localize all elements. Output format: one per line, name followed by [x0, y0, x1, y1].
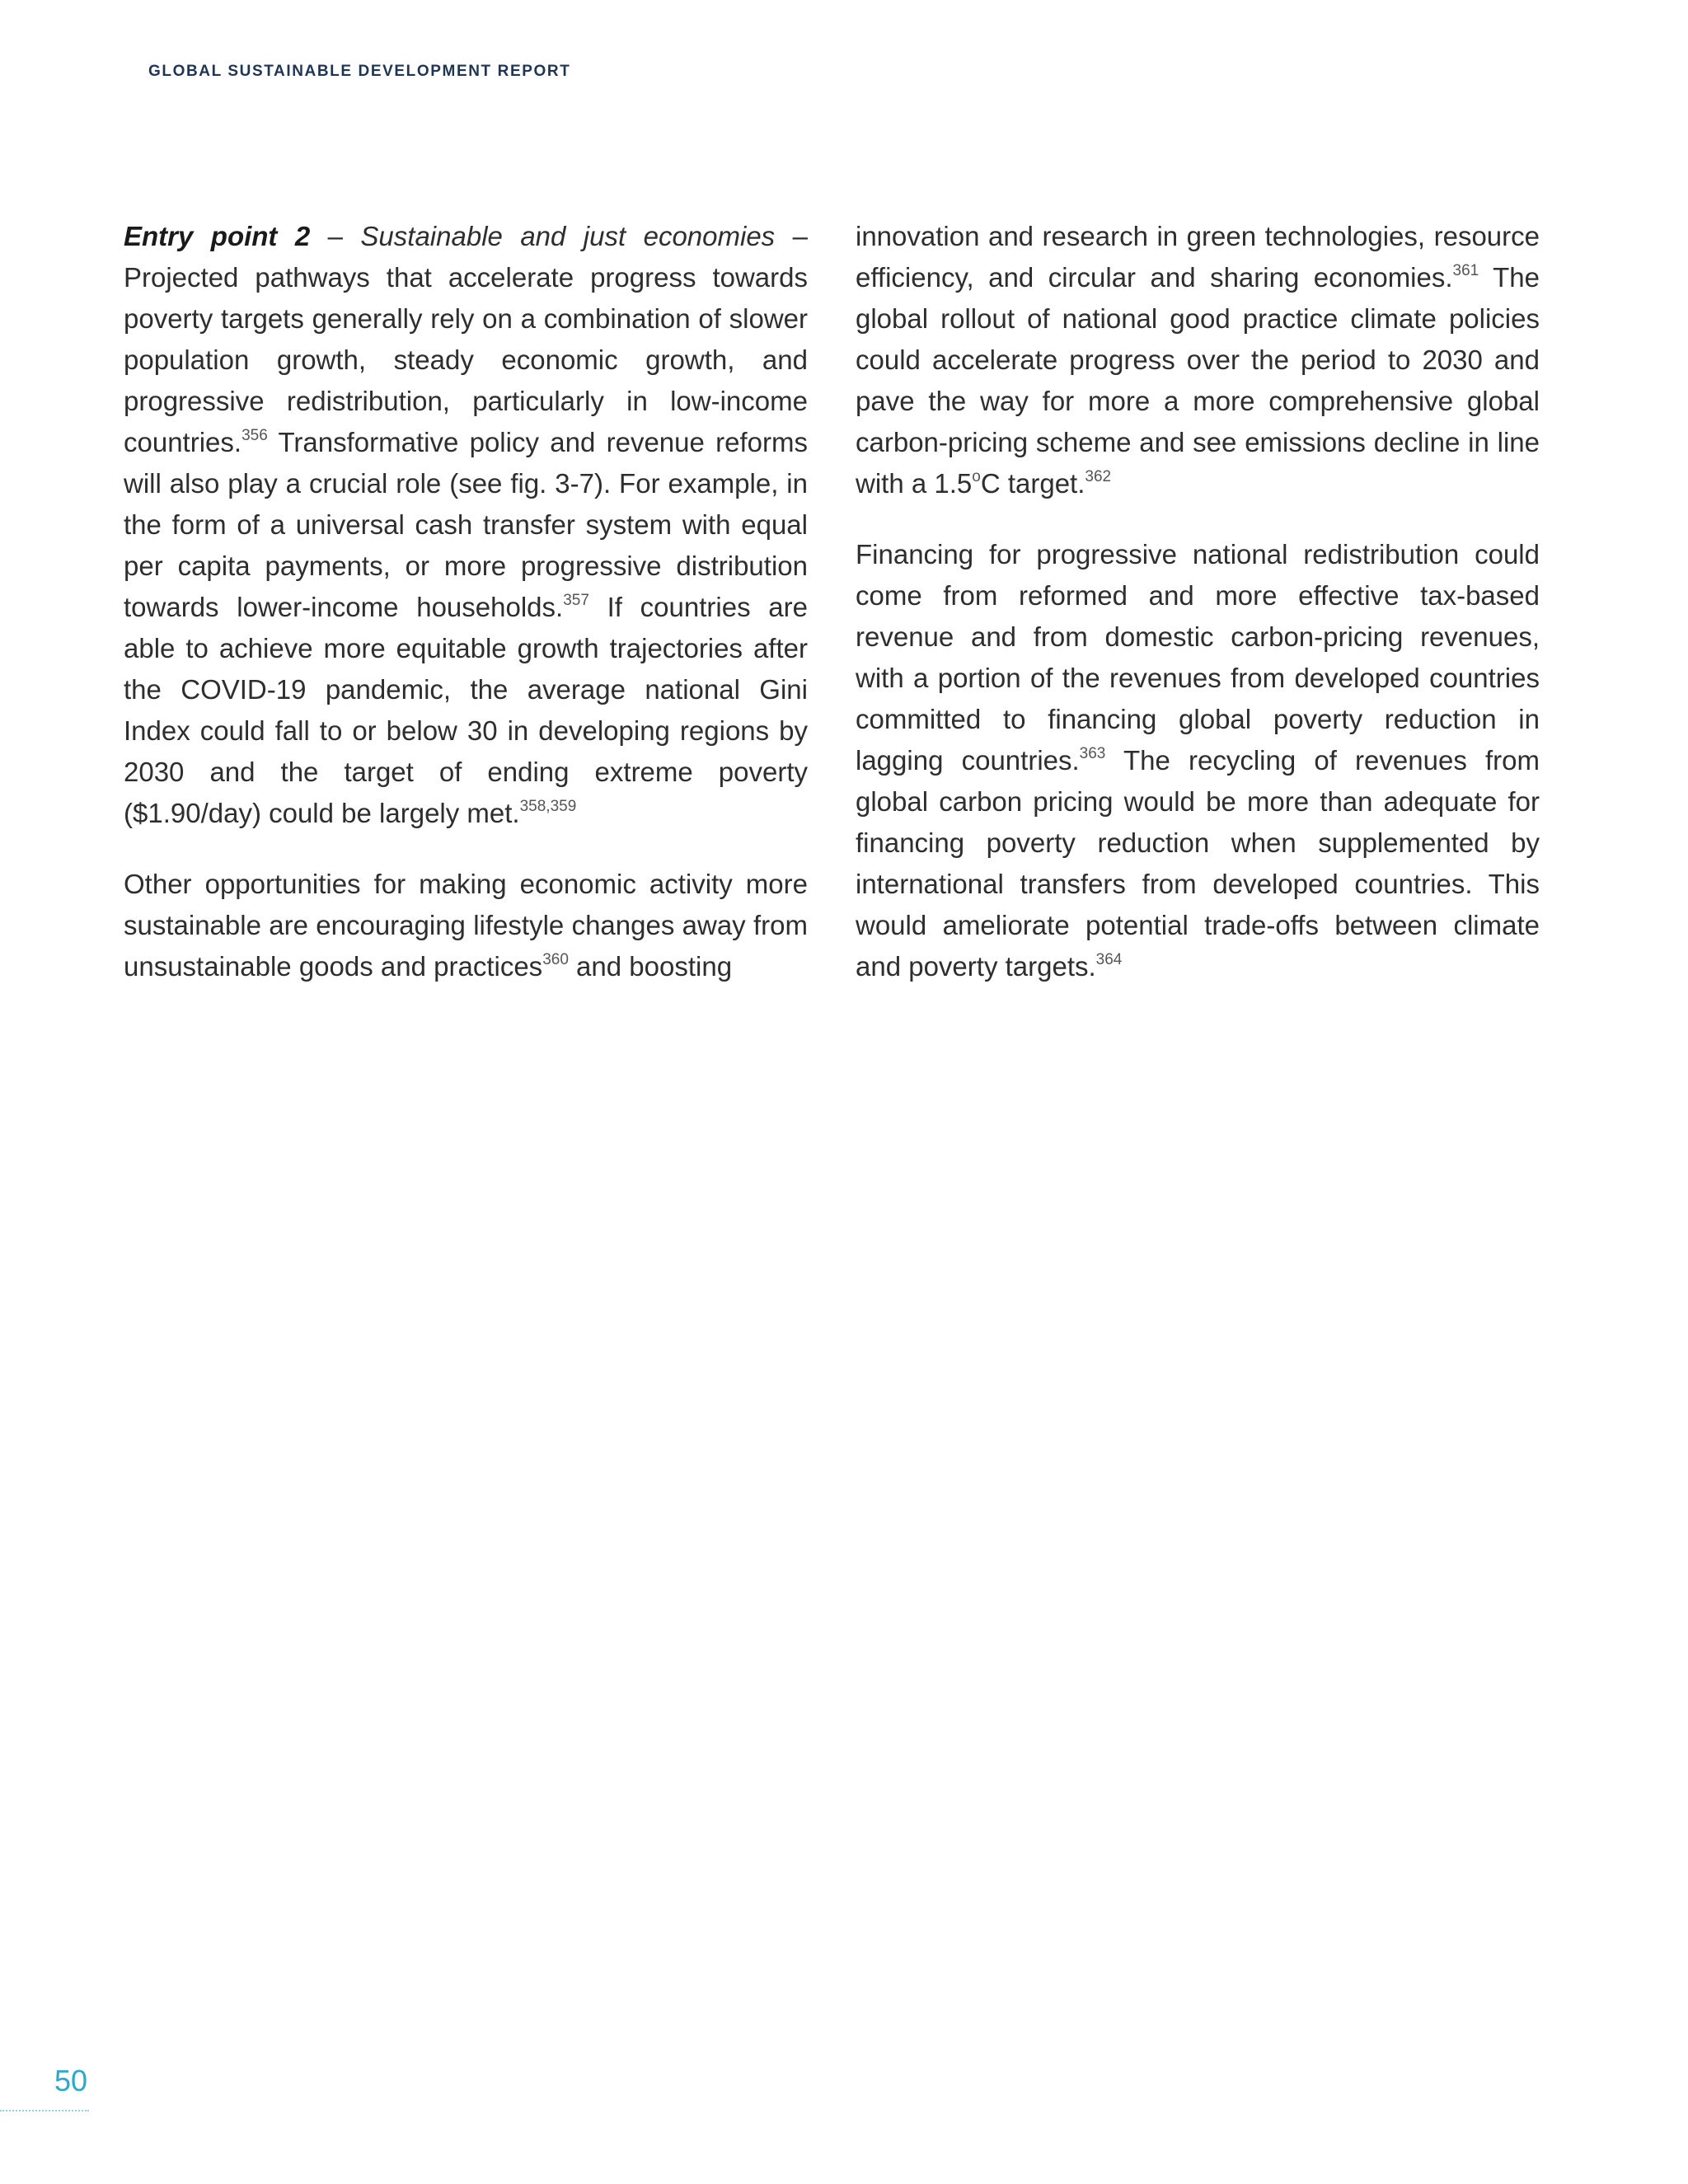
right-column — [856, 216, 1540, 1017]
paragraph-text: If countries are able to achieve more equitable growth trajectories after the COVID-19 pandemic, the average national Gini Index could fall to or below 30 in developing regions by 2030 and the target of ending extreme poverty ($1.90/day) could be largely met. — [124, 592, 808, 828]
footnote-ref[interactable]: 361 — [1452, 261, 1479, 279]
footnote-ref[interactable]: 357 — [563, 591, 589, 609]
paragraph-text: Projected pathways that accelerate progress towards poverty targets generally rely on a combination of slower population growth, steady economic growth, and progressive redistribution, particularly in low-income countries. — [124, 262, 808, 457]
footnote-ref[interactable]: 360 — [542, 950, 569, 968]
footnote-ref[interactable]: 356 — [241, 426, 268, 444]
footnote-ref[interactable]: 363 — [1079, 744, 1106, 762]
running-header: GLOBAL SUSTAINABLE DEVELOPMENT REPORT — [148, 63, 571, 80]
paragraph-text: Transformative policy and revenue reforms will also play a crucial role (see fig. 3-7). For example, in the form of a universal cash transfer system with equal per capita payments, or more progressive distribution towards lower-income households. — [124, 427, 808, 622]
footnote-ref[interactable]: 362 — [1085, 467, 1112, 485]
page-number-rule — [0, 2110, 89, 2111]
paragraph-text: innovation and research in green technologies, resource efficiency, and circular and sharing economies. — [856, 221, 1540, 293]
left-column — [124, 216, 808, 1017]
paragraph-financing — [856, 534, 1540, 987]
footnote-ref[interactable]: 364 — [1095, 950, 1123, 968]
paragraph-text: The global rollout of national good practice climate policies could accelerate progress over the period to 2030 and pave the way for more a more comprehensive global carbon-pricing scheme and see emissions decline in line with a 1.5 — [856, 262, 1540, 499]
entry-point-lead: Entry point 2 — [124, 221, 311, 251]
entry-point-topic: Sustainable and just economies — [360, 221, 776, 251]
dash: – — [310, 221, 361, 251]
degree-sign: o — [972, 467, 981, 485]
paragraph-text: and boosting — [568, 951, 733, 982]
paragraph-text: Other opportunities for making economic activity more sustainable are encouraging lifestyle changes away from unsustainable goods and practices — [124, 869, 808, 982]
paragraph-other-opportunities — [124, 864, 808, 987]
paragraph-innovation — [856, 216, 1540, 504]
paragraph-text: The recycling of revenues from global carbon pricing would be more than adequate for financing poverty reduction when supplemented by international transfers from developed countries. This would ameliorate potential trade-offs between climate and poverty targets. — [856, 745, 1540, 982]
dash: – — [775, 221, 808, 251]
paragraph-entry-point-2 — [124, 216, 808, 834]
page-number: 50 — [54, 2064, 88, 2097]
paragraph-text: C target. — [980, 468, 1085, 499]
footnote-ref[interactable]: 358,359 — [519, 797, 577, 815]
paragraph-text: Financing for progressive national redistribution could come from reformed and more effective tax-based revenue and from domestic carbon-pricing revenues, with a portion of the revenues from developed countries committed to financing global poverty reduction in lagging countries. — [856, 539, 1540, 776]
